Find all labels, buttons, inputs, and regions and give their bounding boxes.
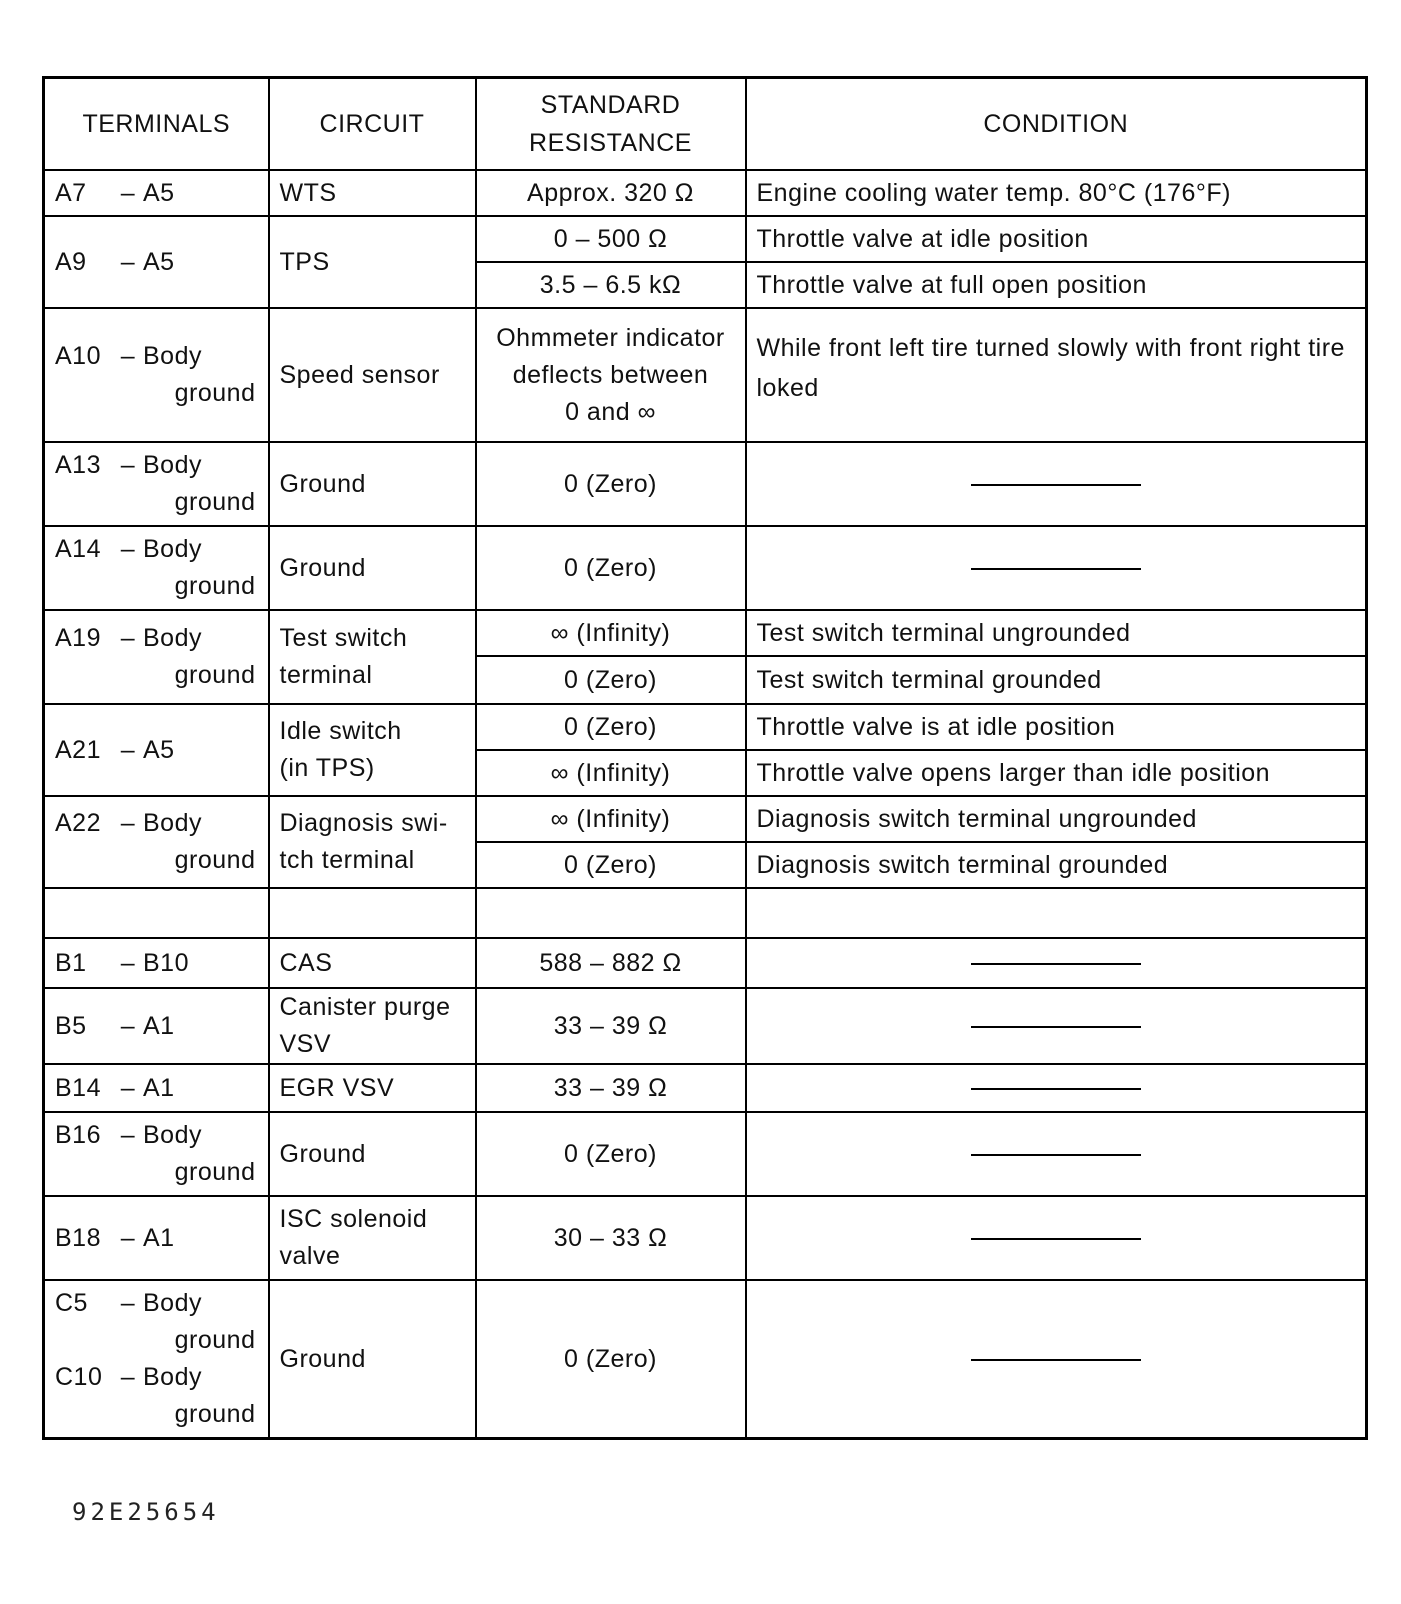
circuit-line: Canister purge: [279, 993, 451, 1021]
terminal-dash: –: [120, 1363, 136, 1391]
circuit-cell: Ground: [269, 442, 476, 526]
header-resistance-line1: STANDARD: [540, 91, 681, 119]
resistance-cell: ∞ (Infinity): [476, 610, 746, 656]
terminal-target-cont: ground: [174, 1326, 256, 1354]
condition-blank-line: [971, 1359, 1141, 1361]
terminal-dash: –: [120, 1011, 136, 1040]
circuit-cell: Speed sensor: [269, 308, 476, 442]
terminal-target: Body: [143, 1121, 202, 1149]
terminal-target: A5: [143, 178, 175, 207]
circuit-line: ISC solenoid: [279, 1205, 428, 1233]
resistance-cell: 0 (Zero): [476, 656, 746, 704]
resistance-cell: 0 (Zero): [476, 1280, 746, 1439]
condition-cell: Diagnosis switch terminal grounded: [746, 842, 1367, 888]
table-row: [44, 988, 1367, 1064]
circuit-line: Diagnosis swi-: [279, 809, 448, 837]
terminals-cell: [44, 170, 269, 216]
terminal-code: A14: [55, 535, 101, 563]
condition-cell: Test switch terminal grounded: [746, 656, 1367, 704]
circuit-line: terminal: [279, 661, 373, 689]
condition-cell: [746, 1112, 1367, 1196]
table-row: [44, 1064, 1367, 1112]
table-row: [44, 796, 1367, 842]
terminal-code: A22: [55, 809, 101, 837]
header-terminals: TERMINALS: [44, 78, 269, 171]
header-circuit: CIRCUIT: [269, 78, 476, 171]
terminal-dash: –: [120, 1289, 136, 1317]
condition-cell: [746, 938, 1367, 988]
table-row: [44, 1280, 1367, 1439]
condition-cell: Throttle valve opens larger than idle position: [746, 750, 1367, 796]
resistance-cell: Approx. 320 Ω: [476, 170, 746, 216]
terminal-dash: –: [120, 1121, 136, 1149]
terminal-dash: –: [120, 535, 136, 563]
condition-blank-line: [971, 1154, 1141, 1156]
terminal-dash: –: [120, 948, 136, 977]
terminal-code: C10: [55, 1363, 103, 1391]
blank-row: [44, 888, 1367, 938]
terminal-dash: –: [120, 735, 136, 764]
blank-cell: [476, 888, 746, 938]
blank-cell: [746, 888, 1367, 938]
terminal-target: Body: [143, 342, 202, 370]
resistance-cell: 0 (Zero): [476, 704, 746, 750]
circuit-cell: WTS: [269, 170, 476, 216]
terminal-target-cont: ground: [174, 846, 256, 874]
circuit-line: valve: [279, 1242, 341, 1270]
terminal-target: Body: [143, 624, 202, 652]
condition-blank-line: [971, 1026, 1141, 1028]
terminals-cell: [44, 1196, 269, 1280]
circuit-cell: Ground: [269, 526, 476, 610]
terminal-target: Body: [143, 451, 202, 479]
terminal-dash: –: [120, 451, 136, 479]
blank-cell: [44, 888, 269, 938]
table-row: [44, 170, 1367, 216]
terminals-cell: [44, 1112, 269, 1196]
terminals-cell: [44, 610, 269, 704]
circuit-cell: EGR VSV: [269, 1064, 476, 1112]
terminal-code: A7: [55, 178, 87, 207]
terminal-code: A13: [55, 451, 101, 479]
figure-code: 92E25654: [72, 1498, 220, 1526]
header-row: [44, 78, 1367, 171]
resistance-cell: 30 – 33 Ω: [476, 1196, 746, 1280]
condition-cell: While front left tire turned slowly with front right tire loked: [746, 308, 1367, 442]
resistance-cell: 33 – 39 Ω: [476, 988, 746, 1064]
terminal-target: B10: [143, 948, 189, 977]
terminal-code: B16: [55, 1121, 101, 1149]
table-row: [44, 442, 1367, 526]
resistance-line: Ohmmeter indicator: [496, 323, 725, 352]
terminal-code: C5: [55, 1289, 88, 1317]
circuit-line: (in TPS): [279, 754, 375, 782]
terminal-target-cont: ground: [174, 379, 256, 407]
circuit-cell: Ground: [269, 1280, 476, 1439]
terminal-target: Body: [143, 809, 202, 837]
condition-cell: Throttle valve at full open position: [746, 262, 1367, 308]
terminal-dash: –: [120, 247, 136, 276]
resistance-cell: 588 – 882 Ω: [476, 938, 746, 988]
resistance-cell: 0 – 500 Ω: [476, 216, 746, 262]
circuit-cell: Ground: [269, 1112, 476, 1196]
terminal-dash: –: [120, 809, 136, 837]
header-resistance-line2: RESISTANCE: [529, 129, 692, 157]
header-standard-resistance: [476, 78, 746, 171]
circuit-cell: [269, 988, 476, 1064]
circuit-cell: [269, 796, 476, 888]
terminal-target: A1: [143, 1011, 175, 1040]
condition-blank-line: [971, 568, 1141, 570]
circuit-cell: [269, 610, 476, 704]
circuit-line: Test switch: [279, 624, 408, 652]
terminal-target: A1: [143, 1223, 175, 1252]
table-row: [44, 526, 1367, 610]
terminal-code: B1: [55, 948, 87, 977]
table-row: [44, 704, 1367, 750]
terminals-cell: [44, 308, 269, 442]
circuit-line: Idle switch: [279, 717, 402, 745]
resistance-cell: 33 – 39 Ω: [476, 1064, 746, 1112]
condition-cell: Engine cooling water temp. 80°C (176°F): [746, 170, 1367, 216]
terminal-target: Body: [143, 1363, 202, 1391]
condition-cell: [746, 1196, 1367, 1280]
terminals-cell: [44, 796, 269, 888]
condition-cell: Throttle valve at idle position: [746, 216, 1367, 262]
resistance-line: deflects between: [512, 360, 709, 389]
terminal-code: A19: [55, 624, 101, 652]
condition-cell: [746, 988, 1367, 1064]
terminal-target-cont: ground: [174, 661, 256, 689]
terminal-target-cont: ground: [174, 488, 256, 516]
condition-cell: [746, 1064, 1367, 1112]
resistance-cell: ∞ (Infinity): [476, 750, 746, 796]
table-row: [44, 1196, 1367, 1280]
resistance-cell: 0 (Zero): [476, 442, 746, 526]
table-row: [44, 1112, 1367, 1196]
resistance-cell: ∞ (Infinity): [476, 796, 746, 842]
condition-blank-line: [971, 963, 1141, 965]
terminal-dash: –: [120, 1223, 136, 1252]
condition-cell: [746, 442, 1367, 526]
condition-blank-line: [971, 484, 1141, 486]
terminal-code: A10: [55, 342, 101, 370]
terminal-target: A5: [143, 735, 175, 764]
terminal-target-cont: ground: [174, 1158, 256, 1186]
terminal-target: A1: [143, 1073, 175, 1102]
terminal-code: A21: [55, 735, 101, 764]
terminal-code: B5: [55, 1011, 87, 1040]
resistance-line: 0 and ∞: [565, 397, 656, 426]
table-row: [44, 610, 1367, 656]
terminals-cell: [44, 1064, 269, 1112]
terminal-target: Body: [143, 535, 202, 563]
resistance-spec-table: [42, 76, 1368, 1440]
terminal-code: B14: [55, 1073, 101, 1102]
condition-cell: Throttle valve is at idle position: [746, 704, 1367, 750]
table-row: [44, 308, 1367, 442]
condition-cell: Test switch terminal ungrounded: [746, 610, 1367, 656]
circuit-line: VSV: [279, 1030, 332, 1058]
table-row: [44, 938, 1367, 988]
resistance-cell: 0 (Zero): [476, 1112, 746, 1196]
terminal-code: B18: [55, 1223, 101, 1252]
terminal-dash: –: [120, 1073, 136, 1102]
terminal-target: A5: [143, 247, 175, 276]
condition-blank-line: [971, 1238, 1141, 1240]
circuit-cell: TPS: [269, 216, 476, 308]
terminals-cell: [44, 988, 269, 1064]
circuit-cell: [269, 1196, 476, 1280]
circuit-cell: [269, 704, 476, 796]
header-condition: CONDITION: [746, 78, 1367, 171]
table-row: [44, 216, 1367, 262]
terminals-cell: [44, 1280, 269, 1439]
circuit-line: tch terminal: [279, 846, 415, 874]
terminal-target: Body: [143, 1289, 202, 1317]
terminal-dash: –: [120, 624, 136, 652]
terminal-dash: –: [120, 178, 136, 207]
condition-cell: [746, 1280, 1367, 1439]
terminal-code: A9: [55, 247, 87, 276]
terminal-dash: –: [120, 342, 136, 370]
terminals-cell: [44, 938, 269, 988]
condition-cell: Diagnosis switch terminal ungrounded: [746, 796, 1367, 842]
terminals-cell: [44, 216, 269, 308]
resistance-cell: 0 (Zero): [476, 842, 746, 888]
circuit-cell: CAS: [269, 938, 476, 988]
terminals-cell: [44, 704, 269, 796]
condition-cell: [746, 526, 1367, 610]
condition-blank-line: [971, 1088, 1141, 1090]
terminal-target-cont: ground: [174, 1400, 256, 1428]
terminals-cell: [44, 442, 269, 526]
resistance-cell: 0 (Zero): [476, 526, 746, 610]
terminals-cell: [44, 526, 269, 610]
terminal-target-cont: ground: [174, 572, 256, 600]
resistance-cell: 3.5 – 6.5 kΩ: [476, 262, 746, 308]
resistance-cell: [476, 308, 746, 442]
blank-cell: [269, 888, 476, 938]
